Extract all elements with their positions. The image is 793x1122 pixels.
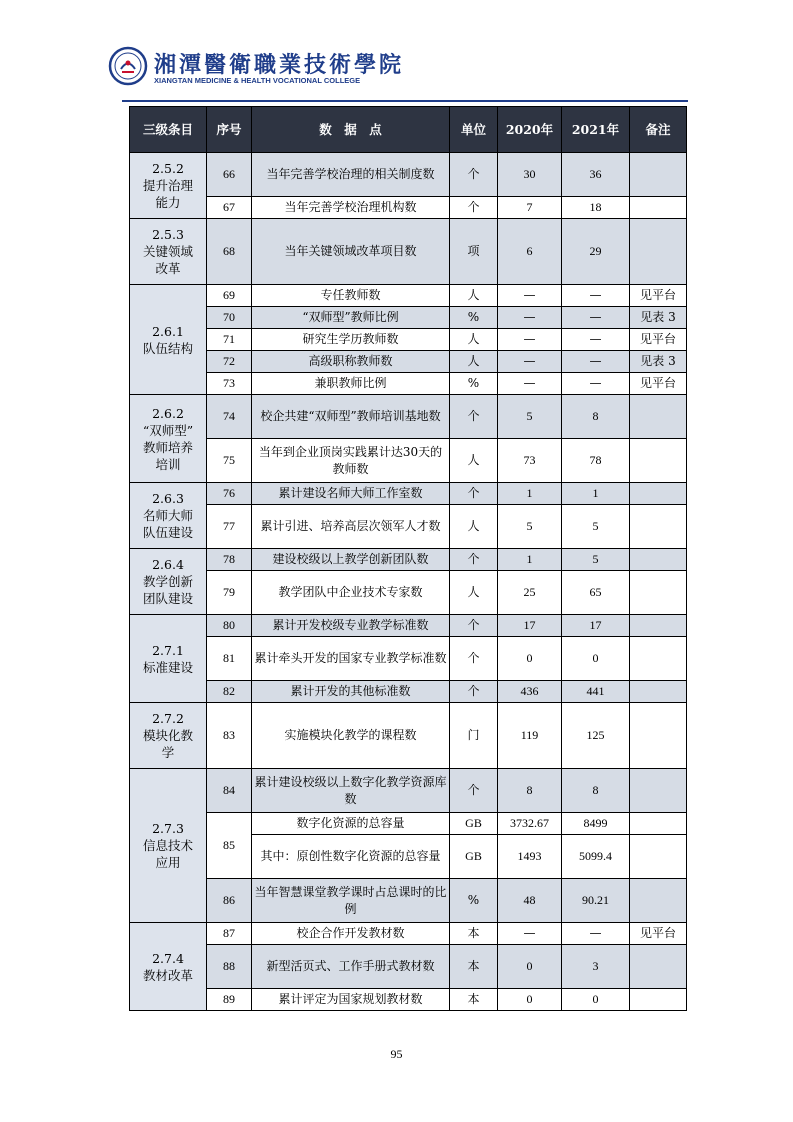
- value-2021: 36: [562, 153, 630, 197]
- note: [630, 945, 687, 989]
- category-cell: 2.7.3 信息技术 应用: [130, 769, 207, 923]
- value-2021: 65: [562, 571, 630, 615]
- value-2021: 3: [562, 945, 630, 989]
- page-number: 95: [390, 1047, 403, 1061]
- value-2020: —: [498, 285, 562, 307]
- table-row: [130, 703, 687, 769]
- data-point: 校企共建“双师型”教师培训基地数: [252, 395, 450, 439]
- note: [630, 703, 687, 769]
- data-point: 数字化资源的总容量: [252, 813, 450, 835]
- value-2021: —: [562, 373, 630, 395]
- value-2020: 25: [498, 571, 562, 615]
- unit: %: [450, 879, 498, 923]
- row-number: 83: [207, 703, 252, 769]
- row-number: 78: [207, 549, 252, 571]
- note: [630, 197, 687, 219]
- data-point: 累计牵头开发的国家专业教学标准数: [252, 637, 450, 681]
- value-2021: 8: [562, 769, 630, 813]
- table-row: [130, 945, 687, 989]
- value-2021: 18: [562, 197, 630, 219]
- unit: 项: [450, 219, 498, 285]
- unit: GB: [450, 813, 498, 835]
- row-number: 77: [207, 505, 252, 549]
- data-point: 累计建设校级以上数字化教学资源库数: [252, 769, 450, 813]
- table-row: [130, 769, 687, 813]
- data-point: 当年智慧课堂教学课时占总课时的比例: [252, 879, 450, 923]
- row-number: 88: [207, 945, 252, 989]
- college-logo-icon: [108, 46, 148, 86]
- row-number: 87: [207, 923, 252, 945]
- data-point: 高级职称教师数: [252, 351, 450, 373]
- table-row: [130, 373, 687, 395]
- value-2021: 17: [562, 615, 630, 637]
- value-2021: 0: [562, 637, 630, 681]
- value-2020: —: [498, 351, 562, 373]
- value-2020: 5: [498, 395, 562, 439]
- value-2020: 17: [498, 615, 562, 637]
- note: [630, 879, 687, 923]
- table-row: [130, 197, 687, 219]
- table-row: [130, 813, 687, 835]
- data-table: [129, 106, 687, 1011]
- value-2020: 1: [498, 549, 562, 571]
- table-header-row: [130, 107, 687, 153]
- data-point: 专任教师数: [252, 285, 450, 307]
- data-point: 累计建设名师大师工作室数: [252, 483, 450, 505]
- value-2020: 0: [498, 637, 562, 681]
- table-row: [130, 923, 687, 945]
- value-2021: 0: [562, 989, 630, 1011]
- header-divider: [122, 100, 688, 102]
- value-2021: —: [562, 923, 630, 945]
- data-point: 当年到企业顶岗实践累计达30天的教师数: [252, 439, 450, 483]
- value-2020: 5: [498, 505, 562, 549]
- category-cell: 2.6.4 教学创新 团队建设: [130, 549, 207, 615]
- category-cell: 2.7.4 教材改革: [130, 923, 207, 1011]
- data-point: 累计开发校级专业教学标准数: [252, 615, 450, 637]
- data-point: “双师型”教师比例: [252, 307, 450, 329]
- unit: %: [450, 373, 498, 395]
- data-point: 当年完善学校治理机构数: [252, 197, 450, 219]
- row-number: 82: [207, 681, 252, 703]
- category-cell: 2.5.2 提升治理 能力: [130, 153, 207, 219]
- table-row: [130, 571, 687, 615]
- unit: 个: [450, 681, 498, 703]
- value-2021: 5: [562, 549, 630, 571]
- unit: %: [450, 307, 498, 329]
- unit: 人: [450, 329, 498, 351]
- table-row: [130, 549, 687, 571]
- value-2021: 441: [562, 681, 630, 703]
- value-2020: 119: [498, 703, 562, 769]
- value-2020: 6: [498, 219, 562, 285]
- unit: 个: [450, 483, 498, 505]
- unit: 人: [450, 285, 498, 307]
- category-cell: 2.6.3 名师大师 队伍建设: [130, 483, 207, 549]
- column-header: 单位: [450, 107, 498, 153]
- unit: 本: [450, 923, 498, 945]
- note: [630, 571, 687, 615]
- table-row: [130, 879, 687, 923]
- unit: 个: [450, 637, 498, 681]
- category-cell: 2.5.3 关键领域 改革: [130, 219, 207, 285]
- value-2021: 125: [562, 703, 630, 769]
- row-number: 72: [207, 351, 252, 373]
- column-header: 三级条目: [130, 107, 207, 153]
- table-row: [130, 307, 687, 329]
- value-2020: 73: [498, 439, 562, 483]
- row-number: 84: [207, 769, 252, 813]
- row-number: 79: [207, 571, 252, 615]
- unit: 本: [450, 945, 498, 989]
- value-2021: —: [562, 307, 630, 329]
- value-2020: —: [498, 329, 562, 351]
- note: [630, 769, 687, 813]
- column-header: 数 据 点: [252, 107, 450, 153]
- data-point: 累计开发的其他标准数: [252, 681, 450, 703]
- row-number: 85: [207, 813, 252, 879]
- value-2020: 0: [498, 989, 562, 1011]
- row-number: 68: [207, 219, 252, 285]
- note: [630, 483, 687, 505]
- value-2020: 1: [498, 483, 562, 505]
- value-2020: 436: [498, 681, 562, 703]
- row-number: 76: [207, 483, 252, 505]
- unit: 本: [450, 989, 498, 1011]
- table-row: [130, 219, 687, 285]
- data-point: 兼职教师比例: [252, 373, 450, 395]
- category-cell: 2.6.1 队伍结构: [130, 285, 207, 395]
- value-2021: 90.21: [562, 879, 630, 923]
- value-2020: 8: [498, 769, 562, 813]
- table-row: [130, 615, 687, 637]
- row-number: 66: [207, 153, 252, 197]
- column-header: 备注: [630, 107, 687, 153]
- value-2020: 7: [498, 197, 562, 219]
- note: 见表 3: [630, 351, 687, 373]
- table-row: [130, 153, 687, 197]
- unit: 人: [450, 439, 498, 483]
- row-number: 86: [207, 879, 252, 923]
- data-point: 建设校级以上教学创新团队数: [252, 549, 450, 571]
- data-point: 当年完善学校治理的相关制度数: [252, 153, 450, 197]
- table-row: [130, 395, 687, 439]
- note: [630, 505, 687, 549]
- note: [630, 395, 687, 439]
- table-row: [130, 351, 687, 373]
- data-point: 研究生学历教师数: [252, 329, 450, 351]
- row-number: 69: [207, 285, 252, 307]
- value-2021: 5: [562, 505, 630, 549]
- page-header: [108, 40, 528, 96]
- value-2020: —: [498, 373, 562, 395]
- note: [630, 637, 687, 681]
- unit: 个: [450, 197, 498, 219]
- value-2020: 48: [498, 879, 562, 923]
- unit: 个: [450, 615, 498, 637]
- data-point: 校企合作开发教材数: [252, 923, 450, 945]
- value-2020: 30: [498, 153, 562, 197]
- row-number: 73: [207, 373, 252, 395]
- data-point: 当年关键领域改革项目数: [252, 219, 450, 285]
- value-2021: —: [562, 329, 630, 351]
- row-number: 89: [207, 989, 252, 1011]
- unit: 个: [450, 549, 498, 571]
- row-number: 80: [207, 615, 252, 637]
- note: 见平台: [630, 923, 687, 945]
- school-name-en: XIANGTAN MEDICINE & HEALTH VOCATIONAL COLLEGE: [154, 76, 361, 85]
- value-2021: 8: [562, 395, 630, 439]
- table-row: [130, 285, 687, 307]
- data-point: 实施模块化教学的课程数: [252, 703, 450, 769]
- value-2021: —: [562, 285, 630, 307]
- unit: 人: [450, 505, 498, 549]
- note: 见平台: [630, 329, 687, 351]
- unit: 个: [450, 395, 498, 439]
- note: 见平台: [630, 285, 687, 307]
- value-2020: 3732.67: [498, 813, 562, 835]
- value-2021: 1: [562, 483, 630, 505]
- category-cell: 2.7.2 模块化教 学: [130, 703, 207, 769]
- data-point: 教学团队中企业技术专家数: [252, 571, 450, 615]
- unit: 人: [450, 351, 498, 373]
- row-number: 75: [207, 439, 252, 483]
- value-2021: 29: [562, 219, 630, 285]
- column-header: 序号: [207, 107, 252, 153]
- unit: 门: [450, 703, 498, 769]
- note: [630, 153, 687, 197]
- value-2021: —: [562, 351, 630, 373]
- value-2021: 78: [562, 439, 630, 483]
- data-point: 累计引进、培养高层次领军人才数: [252, 505, 450, 549]
- note: [630, 835, 687, 879]
- school-name-cn: 湘潭醫衛職業技術學院: [154, 52, 405, 78]
- table-row: [130, 329, 687, 351]
- unit: 个: [450, 153, 498, 197]
- row-number: 67: [207, 197, 252, 219]
- table-row: [130, 439, 687, 483]
- table-row: [130, 989, 687, 1011]
- row-number: 81: [207, 637, 252, 681]
- unit: GB: [450, 835, 498, 879]
- note: [630, 681, 687, 703]
- table-row: [130, 637, 687, 681]
- value-2020: —: [498, 923, 562, 945]
- row-number: 70: [207, 307, 252, 329]
- data-point: 其中：原创性数字化资源的总容量: [252, 835, 450, 879]
- row-number: 74: [207, 395, 252, 439]
- note: 见表 3: [630, 307, 687, 329]
- unit: 人: [450, 571, 498, 615]
- table-row: [130, 483, 687, 505]
- data-point: 新型活页式、工作手册式教材数: [252, 945, 450, 989]
- table-row: [130, 505, 687, 549]
- category-cell: 2.6.2 “双师型” 教师培养 培训: [130, 395, 207, 483]
- note: [630, 615, 687, 637]
- data-point: 累计评定为国家规划教材数: [252, 989, 450, 1011]
- unit: 个: [450, 769, 498, 813]
- category-cell: 2.7.1 标准建设: [130, 615, 207, 703]
- table-row: [130, 681, 687, 703]
- row-number: 71: [207, 329, 252, 351]
- value-2020: —: [498, 307, 562, 329]
- value-2020: 1493: [498, 835, 562, 879]
- note: [630, 813, 687, 835]
- note: [630, 219, 687, 285]
- column-header: 2021年: [562, 107, 630, 153]
- note: 见平台: [630, 373, 687, 395]
- note: [630, 989, 687, 1011]
- value-2021: 5099.4: [562, 835, 630, 879]
- value-2021: 8499: [562, 813, 630, 835]
- column-header: 2020年: [498, 107, 562, 153]
- value-2020: 0: [498, 945, 562, 989]
- note: [630, 439, 687, 483]
- note: [630, 549, 687, 571]
